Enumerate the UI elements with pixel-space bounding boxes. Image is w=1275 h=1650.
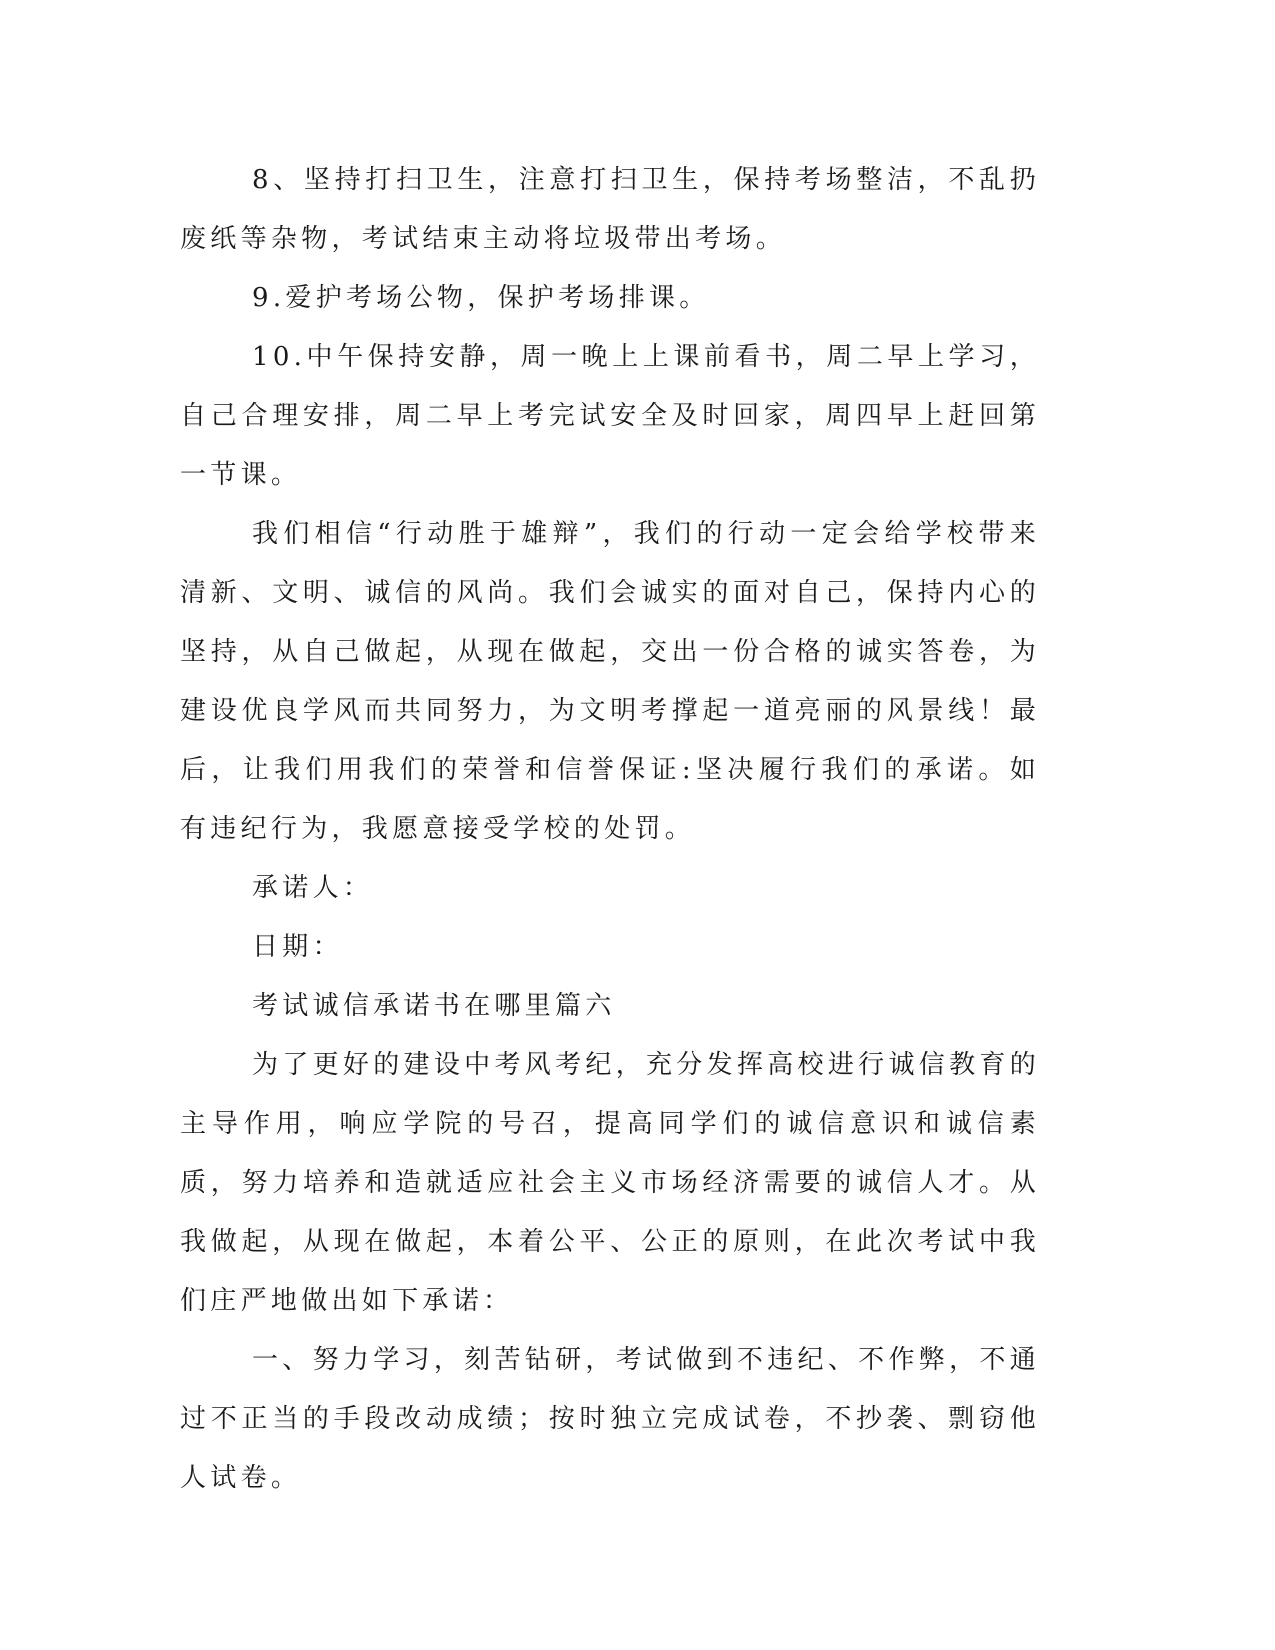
section-heading: 考试诚信承诺书在哪里篇六 [252,991,616,1021]
paragraph-item-10: 10.中午保持安静，周一晚上上课前看书，周二早上学习，自己合理安排，周二早上考完试安全及时回家，周四早上赶回第一节课。 [180,342,1040,490]
paragraph-pledge-1: 一、努力学习，刻苦钻研，考试做到不违纪、不作弊，不通过不正当的手段改动成绩；按时独立完成试卷，不抄袭、剽窃他人试卷。 [180,1345,1040,1493]
date-label: 日期： [252,932,343,962]
paragraph-commitment-statement: 我们相信“行动胜于雄辩”，我们的行动一定会给学校带来清新、文明、诚信的风尚。我们会诚实的面对自己，保持内心的坚持，从自己做起，从现在做起，交出一份合格的诚实答卷，为建设优良学风而共同努力，为文明考撑起一道亮丽的风景线！最后，让我们用我们的荣誉和信誉保证:坚决履行我们的承诺。如有违纪行为，我愿意接受学校的处罚。 [180,519,1040,844]
paragraph-intro: 为了更好的建设中考风考纪，充分发挥高校进行诚信教育的主导作用，响应学院的号召，提高同学们的诚信意识和诚信素质，努力培养和造就适应社会主义市场经济需要的诚信人才。从我做起，从现在做起，本着公平、公正的原则，在此次考试中我们庄严地做出如下承诺： [180,1050,1040,1316]
document-page [180,151,1040,1508]
paragraph-item-9: 9.爱护考场公物，保护考场排课。 [252,283,710,313]
paragraph-item-8: 8、坚持打扫卫生，注意打扫卫生，保持考场整洁，不乱扔废纸等杂物，考试结束主动将垃圾带出考场。 [180,165,1040,254]
signatory-label: 承诺人： [252,873,374,903]
